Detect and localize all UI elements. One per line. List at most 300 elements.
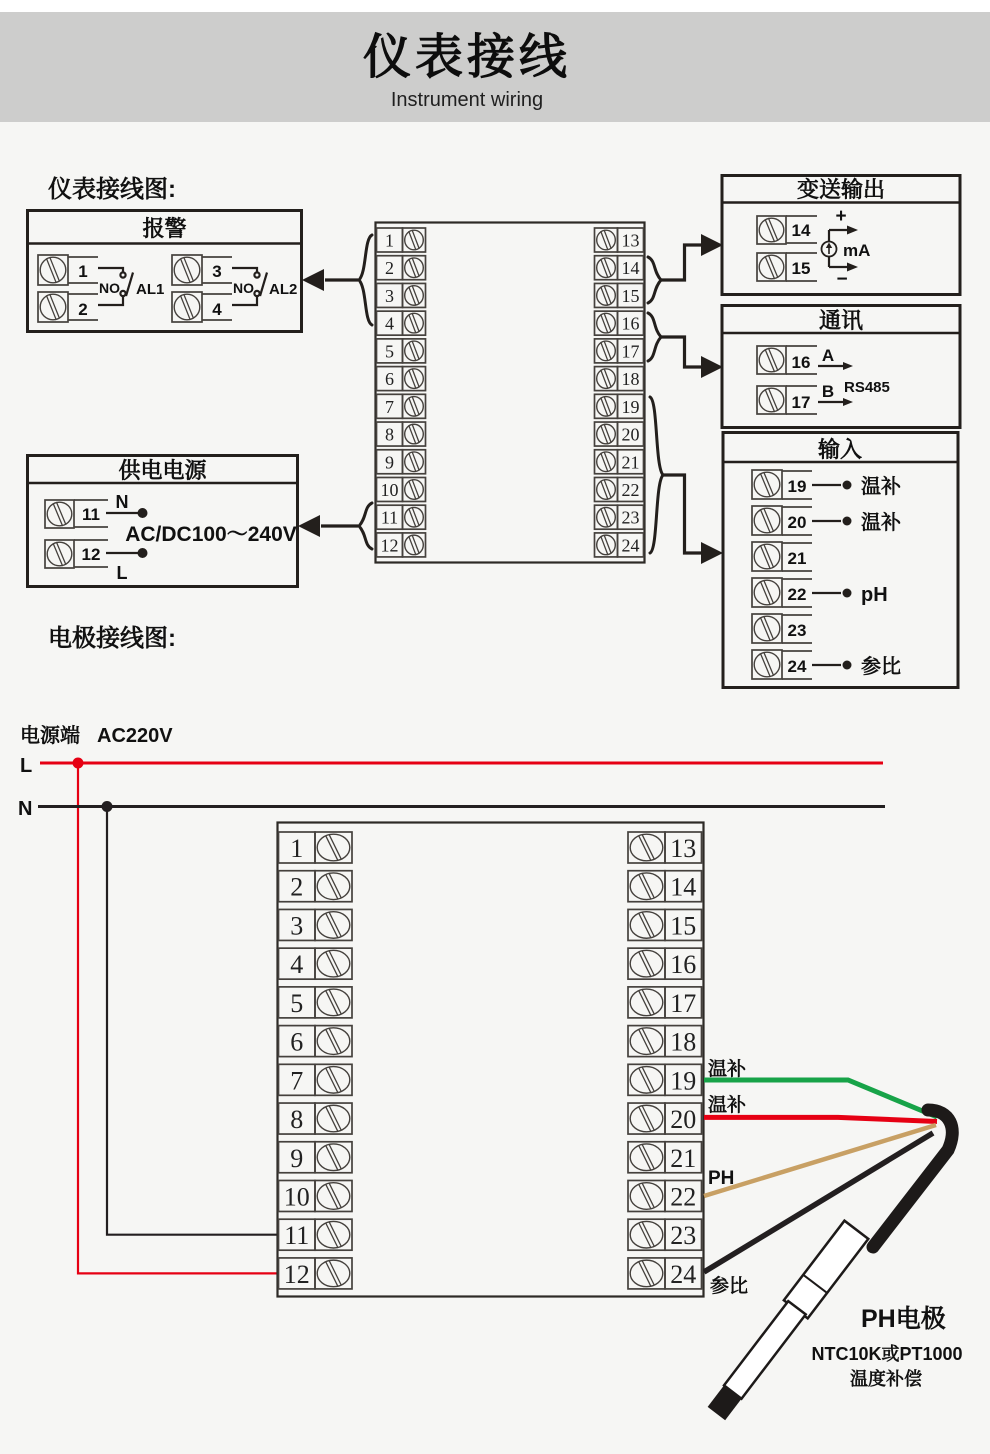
screw-terminal-box <box>315 1026 352 1057</box>
wire-label: 温补 <box>708 1095 747 1116</box>
wire-label: PH <box>708 1168 735 1189</box>
terminal-number: 14 <box>670 872 697 902</box>
screw-slot <box>601 232 608 250</box>
screw-icon <box>630 912 663 939</box>
screw-icon <box>405 424 424 444</box>
terminal-number: 21 <box>670 1143 697 1173</box>
input-box <box>723 433 958 688</box>
input-box-title: 输入 <box>817 437 863 462</box>
terminal-number: 24 <box>787 657 807 676</box>
terminal-number: 14 <box>791 221 811 240</box>
terminal-number: 17 <box>670 988 697 1018</box>
screw-slot <box>601 453 608 471</box>
terminal-number: 12 <box>380 535 399 556</box>
screw-terminal-box <box>403 228 426 252</box>
screw-terminal-box <box>595 533 618 557</box>
screw-icon <box>597 258 616 278</box>
screw-slot <box>604 397 611 415</box>
terminal-block-frame <box>376 223 645 563</box>
screw-slot <box>604 508 611 526</box>
screw-slot <box>601 370 608 388</box>
input-signal-label: 温补 <box>861 476 901 498</box>
screw-icon <box>759 218 784 242</box>
screw-terminal-box <box>628 1064 665 1095</box>
screw-terminal-box <box>315 987 352 1018</box>
instrument-diagram-label: 仪表接线图: <box>48 176 176 203</box>
ma-unit-label: mA <box>843 241 871 260</box>
rs485-b-label: B <box>821 382 835 401</box>
screw-terminal-box <box>595 450 618 474</box>
screw-terminal-box <box>403 311 426 335</box>
terminal-number: 9 <box>290 1143 304 1173</box>
alarm-box-title: 报警 <box>142 216 187 241</box>
contact-no-label: NO <box>99 280 120 296</box>
terminal-number: 17 <box>791 393 811 412</box>
screw-terminal-box <box>628 832 665 863</box>
terminal-number: 3 <box>385 285 394 306</box>
terminal-number: 20 <box>787 513 807 532</box>
screw-icon <box>405 535 424 555</box>
terminal-number: 18 <box>670 1027 697 1057</box>
screw-icon <box>405 258 424 278</box>
screw-terminal-box <box>403 367 426 391</box>
page-title: 仪表接线 <box>362 31 571 84</box>
screw-slot <box>409 537 416 555</box>
terminal-number: 21 <box>621 452 640 473</box>
terminal-number: 9 <box>385 452 394 473</box>
input-dot <box>843 517 852 526</box>
screw-terminal-box <box>595 505 618 529</box>
screw-icon <box>630 873 663 900</box>
plus-sign: + <box>835 206 847 227</box>
screw-terminal-box <box>45 540 74 568</box>
right-arrow-icon <box>701 356 723 378</box>
transmit-output-box <box>722 176 960 295</box>
input-signal-label: 温补 <box>861 512 901 534</box>
comm-box-title: 通讯 <box>818 308 864 333</box>
screw-terminal-box <box>38 292 68 322</box>
screw-icon <box>317 1144 350 1171</box>
screw-icon <box>317 989 350 1016</box>
terminal-number: 14 <box>621 258 640 279</box>
electrode-diagram-label: 电极接线图: <box>48 625 176 652</box>
screw-slot <box>604 313 611 331</box>
screw-terminal-box <box>403 256 426 280</box>
screw-terminal-box <box>595 311 618 335</box>
screw-icon <box>47 502 72 526</box>
screw-slot <box>601 315 608 333</box>
left-arrow-icon <box>298 515 320 537</box>
terminal-number: 6 <box>385 369 394 390</box>
communication-box <box>722 306 960 428</box>
screw-slot <box>412 535 419 553</box>
screw-slot <box>604 286 611 304</box>
screw-terminal-box <box>757 216 786 244</box>
screw-terminal-box <box>752 578 782 607</box>
screw-slot <box>601 426 608 444</box>
screw-icon <box>405 397 424 417</box>
screw-terminal-box <box>172 292 202 322</box>
screw-icon <box>40 257 66 283</box>
terminal-number: 2 <box>78 300 88 319</box>
terminal-number: 1 <box>290 834 304 863</box>
screw-icon <box>405 313 424 333</box>
screw-slot <box>412 424 419 442</box>
screw-icon <box>630 1144 663 1171</box>
screw-terminal-box <box>403 533 426 557</box>
terminal-number: 23 <box>621 507 640 528</box>
screw-slot <box>412 313 419 331</box>
screw-icon <box>405 452 424 472</box>
screw-terminal-box <box>403 422 426 446</box>
right-arrow-icon <box>701 542 723 564</box>
contact-bottom-lead <box>98 297 123 306</box>
screw-terminal-box <box>403 450 426 474</box>
screw-icon <box>597 507 616 527</box>
live-label: L <box>116 563 128 583</box>
screw-terminal-box <box>628 1219 665 1250</box>
mains-terminal-label: 电源端 <box>20 725 80 747</box>
terminal-number: 19 <box>621 396 640 417</box>
screw-terminal-box <box>757 386 786 414</box>
terminal-number: 11 <box>82 505 100 524</box>
screw-terminal-box <box>595 394 618 418</box>
screw-terminal-box <box>315 909 352 940</box>
screw-terminal-box <box>628 1258 665 1289</box>
screw-icon <box>754 472 780 497</box>
screw-terminal-box <box>757 253 786 281</box>
neutral-label: N <box>115 492 129 512</box>
terminal-number: 15 <box>670 911 697 941</box>
contact-blade <box>260 273 267 297</box>
electrode-shaft <box>724 1301 806 1399</box>
power-supply-box <box>28 456 298 587</box>
screw-terminal-box <box>628 1103 665 1134</box>
screw-slot <box>409 287 416 305</box>
terminal-number: 4 <box>290 950 304 980</box>
screw-terminal-box <box>628 987 665 1018</box>
screw-icon <box>317 1105 350 1132</box>
screw-icon <box>754 508 780 533</box>
screw-slot <box>412 286 419 304</box>
screw-icon <box>317 1221 350 1248</box>
screw-slot <box>409 232 416 250</box>
screw-terminal-box <box>628 1142 665 1173</box>
screw-slot <box>601 343 608 361</box>
rs485-protocol-label: RS485 <box>844 379 890 396</box>
screw-icon <box>630 1260 663 1287</box>
terminal-number: 20 <box>670 1105 697 1135</box>
group-brace <box>648 313 661 361</box>
live-line-label: L <box>20 755 33 777</box>
electrode-note-line1: NTC10K或PT1000 <box>811 1344 963 1364</box>
screw-icon <box>759 388 784 412</box>
screw-terminal-box <box>757 346 786 374</box>
screw-terminal-box <box>752 470 782 499</box>
screw-slot <box>409 453 416 471</box>
terminal-number: 4 <box>212 300 222 319</box>
screw-icon <box>317 873 350 900</box>
screw-icon <box>317 1183 350 1210</box>
screw-slot <box>601 259 608 277</box>
screw-terminal-box <box>752 542 782 571</box>
group-brace <box>650 397 663 553</box>
terminal-number: 2 <box>385 258 394 279</box>
contact-point-icon <box>254 291 259 296</box>
terminal-number: 8 <box>385 424 394 445</box>
terminal-number: 15 <box>621 285 640 306</box>
rs485-a-label: A <box>821 346 835 365</box>
screw-icon <box>405 341 424 361</box>
screw-slot <box>412 230 419 248</box>
group-brace <box>648 257 661 303</box>
terminal-number: 18 <box>621 369 640 390</box>
screw-terminal-box <box>595 339 618 363</box>
terminal-number: 22 <box>787 585 807 604</box>
screw-terminal-box <box>315 948 352 979</box>
screw-terminal-box <box>315 1180 352 1211</box>
contact-point-icon <box>120 291 125 296</box>
terminal-number: 24 <box>621 535 640 556</box>
screw-icon <box>630 950 663 977</box>
screw-icon <box>759 348 784 372</box>
input-dot <box>843 589 852 598</box>
screw-terminal-box <box>628 1180 665 1211</box>
screw-slot <box>409 343 416 361</box>
screw-icon <box>47 542 72 566</box>
left-arrow-icon <box>302 269 324 291</box>
screw-icon <box>630 989 663 1016</box>
screw-slot <box>601 398 608 416</box>
screw-slot <box>604 230 611 248</box>
screw-icon <box>630 834 663 861</box>
screw-icon <box>754 580 780 605</box>
terminal-number: 19 <box>670 1066 697 1096</box>
screw-icon <box>597 369 616 389</box>
screw-slot <box>604 452 611 470</box>
right-arrow-icon <box>847 226 858 235</box>
input-link-line <box>662 475 701 553</box>
alarm-box <box>28 211 302 332</box>
terminal-cell-lines <box>782 471 812 679</box>
screw-slot <box>409 509 416 527</box>
screw-icon <box>317 834 350 861</box>
screw-icon <box>174 294 200 320</box>
terminal-number: 4 <box>385 313 394 334</box>
screw-icon <box>597 424 616 444</box>
page-subtitle: Instrument wiring <box>390 89 544 111</box>
screw-slot <box>409 315 416 333</box>
contact-top-lead <box>232 268 257 272</box>
screw-slot <box>409 426 416 444</box>
terminal-number: 5 <box>290 988 304 1018</box>
screw-slot <box>412 508 419 526</box>
screw-terminal-box <box>403 477 426 501</box>
terminal-number: 8 <box>290 1105 304 1135</box>
group-brace <box>359 235 372 325</box>
screw-terminal-box <box>628 909 665 940</box>
electrode-connector <box>784 1221 868 1319</box>
terminal-number: 17 <box>621 341 640 362</box>
terminal-number: 13 <box>670 834 697 863</box>
wire-label: 温补 <box>708 1059 747 1080</box>
terminal-number: 22 <box>621 479 640 500</box>
screw-terminal-box <box>752 506 782 535</box>
terminal-number: 7 <box>385 396 394 417</box>
terminal-number: 2 <box>290 872 304 902</box>
terminal-number: 24 <box>670 1259 697 1289</box>
output-link-line <box>660 245 701 280</box>
screw-icon <box>630 1067 663 1094</box>
screw-slot <box>412 452 419 470</box>
terminal-number: 22 <box>670 1182 697 1212</box>
ph-wire-tan <box>704 1125 936 1196</box>
screw-terminal-box <box>595 367 618 391</box>
screw-icon <box>317 1028 350 1055</box>
input-dot <box>843 481 852 490</box>
voltage-range-label: AC/DC100～240V <box>125 523 297 546</box>
screw-slot <box>412 480 419 498</box>
power-box-title: 供电电源 <box>118 458 207 483</box>
contact-top-lead <box>98 268 123 272</box>
contact-point-icon <box>254 272 259 277</box>
screw-icon <box>317 912 350 939</box>
screw-icon <box>630 1183 663 1210</box>
terminal-number: 20 <box>621 424 640 445</box>
screw-icon <box>597 480 616 500</box>
terminal-number: 11 <box>380 507 399 528</box>
contact-blade <box>126 273 133 297</box>
terminal-number: 12 <box>283 1259 310 1289</box>
screw-terminal-box <box>628 1026 665 1057</box>
screw-slot <box>412 369 419 387</box>
terminal-number: 7 <box>290 1066 304 1096</box>
screw-icon <box>174 257 200 283</box>
upper-terminal-block <box>376 223 645 563</box>
electrode-name-label: PH电极 <box>861 1305 946 1333</box>
terminal-number: 10 <box>283 1182 310 1212</box>
screw-slot <box>409 398 416 416</box>
screw-terminal-box <box>752 650 782 679</box>
terminal-number: 16 <box>670 950 697 980</box>
screw-icon <box>317 1260 350 1287</box>
screw-terminal-box <box>315 871 352 902</box>
input-signal-label: 参比 <box>861 656 901 678</box>
screw-icon <box>597 452 616 472</box>
screw-terminal-box <box>45 500 74 528</box>
output-box-title: 变送输出 <box>796 177 886 202</box>
screw-terminal-box <box>595 228 618 252</box>
screw-terminal-box <box>403 339 426 363</box>
terminal-number: 19 <box>787 477 807 496</box>
terminal-number: 6 <box>290 1027 304 1057</box>
terminal-number: 1 <box>385 230 394 251</box>
wire-label: 参比 <box>710 1276 749 1297</box>
right-arrow-icon <box>847 263 858 272</box>
screw-slot <box>604 424 611 442</box>
terminal-number: 23 <box>670 1221 697 1251</box>
electrode-note-line2: 温度补偿 <box>850 1369 922 1389</box>
screw-terminal-box <box>315 1219 352 1250</box>
terminal-number: 15 <box>791 259 811 278</box>
right-arrow-icon <box>843 362 853 370</box>
terminal-number: 10 <box>380 479 399 500</box>
terminal-number: 21 <box>787 549 807 568</box>
screw-icon <box>405 369 424 389</box>
screw-icon <box>597 535 616 555</box>
terminal-number: 3 <box>212 262 222 281</box>
live-dot <box>138 548 148 558</box>
screw-terminal-box <box>628 948 665 979</box>
screw-slot <box>601 287 608 305</box>
comm-link-line <box>660 337 701 367</box>
screw-terminal-box <box>38 255 68 285</box>
screw-terminal-box <box>595 256 618 280</box>
screw-icon <box>630 1105 663 1132</box>
neutral-line-label: N <box>18 798 33 820</box>
mains-voltage-label: AC220V <box>97 725 173 747</box>
screw-terminal-box <box>403 283 426 307</box>
input-dot <box>843 661 852 670</box>
screw-icon <box>405 480 424 500</box>
screw-slot <box>412 397 419 415</box>
terminal-number: 13 <box>621 230 640 251</box>
screw-icon <box>317 1067 350 1094</box>
lower-terminal-block <box>278 823 704 1297</box>
screw-terminal-box <box>315 1258 352 1289</box>
terminal-number: 23 <box>787 621 807 640</box>
screw-terminal-box <box>315 1142 352 1173</box>
screw-terminal-box <box>752 614 782 643</box>
screw-icon <box>405 286 424 306</box>
screw-slot <box>604 535 611 553</box>
right-arrow-icon <box>701 234 723 256</box>
neutral-dot <box>138 508 148 518</box>
contact-point-icon <box>120 272 125 277</box>
input-signal-label: pH <box>861 584 888 606</box>
screw-icon <box>597 230 616 250</box>
screw-slot <box>412 341 419 359</box>
screw-icon <box>759 255 784 279</box>
screw-terminal-box <box>315 1103 352 1134</box>
screw-terminal-box <box>403 505 426 529</box>
terminal-number: 3 <box>290 911 304 941</box>
screw-icon <box>630 1221 663 1248</box>
screw-slot <box>604 341 611 359</box>
screw-icon <box>597 341 616 361</box>
screw-icon <box>317 950 350 977</box>
neutral-drop-wire <box>107 807 278 1235</box>
screw-slot <box>409 370 416 388</box>
screw-icon <box>405 507 424 527</box>
screw-icon <box>754 652 780 677</box>
screw-slot <box>409 481 416 499</box>
reference-wire-black <box>704 1133 933 1272</box>
screw-slot <box>604 480 611 498</box>
minus-sign: − <box>836 269 848 290</box>
right-arrow-icon <box>843 398 853 406</box>
screw-icon <box>40 294 66 320</box>
screw-terminal-box <box>595 422 618 446</box>
group-brace <box>359 503 372 549</box>
screw-icon <box>754 544 780 569</box>
screw-terminal-box <box>172 255 202 285</box>
screw-terminal-box <box>315 1064 352 1095</box>
screw-icon <box>630 1028 663 1055</box>
screw-icon <box>597 286 616 306</box>
electrode-body-group <box>704 1221 868 1423</box>
screw-terminal-box <box>403 394 426 418</box>
